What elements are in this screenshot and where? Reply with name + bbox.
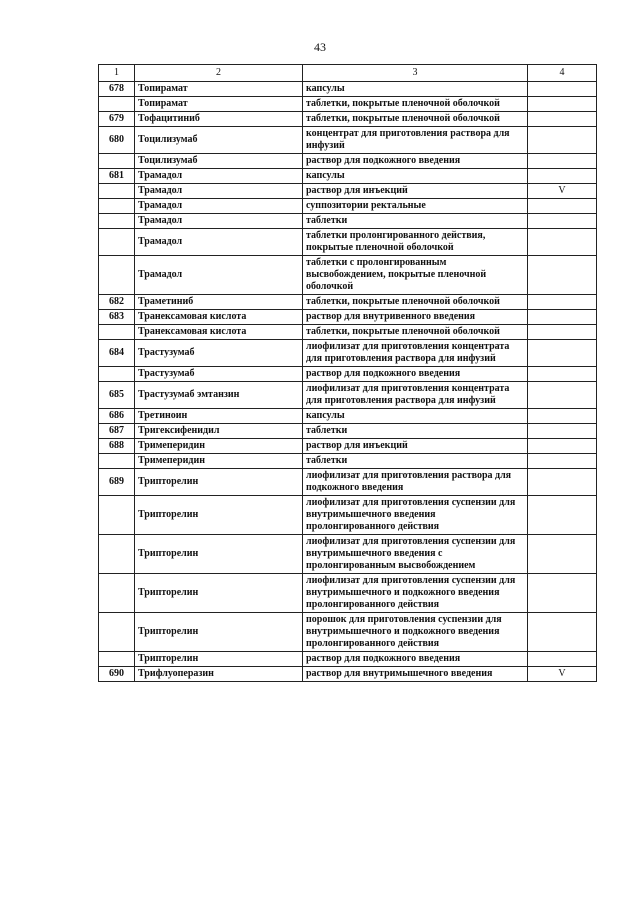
table-row	[99, 214, 597, 229]
mark-cell	[528, 82, 597, 97]
dosage-form-cell: таблетки, покрытые пленочной оболочкой	[303, 295, 528, 310]
entry-number-cell: 679	[99, 112, 135, 127]
mark-cell	[528, 256, 597, 295]
mark-cell	[528, 424, 597, 439]
drug-name-cell: Тримеперидин	[135, 439, 303, 454]
mark-cell	[528, 199, 597, 214]
drug-name-cell: Трамадол	[135, 256, 303, 295]
entry-number-cell	[99, 613, 135, 652]
entry-number-cell: 689	[99, 469, 135, 496]
table-row	[99, 112, 597, 127]
entry-number-cell	[99, 256, 135, 295]
entry-number-cell	[99, 184, 135, 199]
entry-number-cell	[99, 496, 135, 535]
mark-cell	[528, 214, 597, 229]
drug-name-cell: Третиноин	[135, 409, 303, 424]
entry-number-cell	[99, 367, 135, 382]
entry-number-cell	[99, 574, 135, 613]
drug-table	[98, 64, 597, 682]
drug-name-cell: Трамадол	[135, 199, 303, 214]
entry-number-cell	[99, 229, 135, 256]
table-body	[99, 82, 597, 682]
dosage-form-cell: таблетки, покрытые пленочной оболочкой	[303, 325, 528, 340]
drug-name-cell: Трифлуоперазин	[135, 667, 303, 682]
table-row	[99, 184, 597, 199]
drug-name-cell: Трастузумаб	[135, 340, 303, 367]
drug-name-cell: Транексамовая кислота	[135, 310, 303, 325]
dosage-form-cell: таблетки, покрытые пленочной оболочкой	[303, 97, 528, 112]
drug-name-cell: Транексамовая кислота	[135, 325, 303, 340]
table-row	[99, 574, 597, 613]
table-row	[99, 256, 597, 295]
mark-cell	[528, 340, 597, 367]
table-row	[99, 97, 597, 112]
mark-cell	[528, 310, 597, 325]
entry-number-cell: 685	[99, 382, 135, 409]
drug-name-cell: Топирамат	[135, 97, 303, 112]
entry-number-cell: 678	[99, 82, 135, 97]
entry-number-cell: 690	[99, 667, 135, 682]
table-row	[99, 439, 597, 454]
table-row	[99, 310, 597, 325]
drug-name-cell: Тоцилизумаб	[135, 127, 303, 154]
drug-name-cell: Трипторелин	[135, 613, 303, 652]
dosage-form-cell: капсулы	[303, 169, 528, 184]
mark-cell	[528, 295, 597, 310]
drug-name-cell: Тоцилизумаб	[135, 154, 303, 169]
table-row	[99, 652, 597, 667]
table-row	[99, 409, 597, 424]
entry-number-cell	[99, 325, 135, 340]
mark-cell	[528, 127, 597, 154]
entry-number-cell	[99, 199, 135, 214]
drug-name-cell: Трипторелин	[135, 469, 303, 496]
mark-cell	[528, 154, 597, 169]
dosage-form-cell: таблетки	[303, 214, 528, 229]
drug-name-cell: Тригексифенидил	[135, 424, 303, 439]
mark-cell	[528, 382, 597, 409]
drug-name-cell: Трамадол	[135, 214, 303, 229]
table-row	[99, 454, 597, 469]
mark-cell	[528, 574, 597, 613]
mark-cell	[528, 535, 597, 574]
page-number: 43	[314, 40, 326, 54]
dosage-form-cell: лиофилизат для приготовления раствора для подкожного введения	[303, 469, 528, 496]
table-row	[99, 169, 597, 184]
mark-cell	[528, 454, 597, 469]
entry-number-cell: 682	[99, 295, 135, 310]
table-row	[99, 667, 597, 682]
dosage-form-cell: капсулы	[303, 409, 528, 424]
dosage-form-cell: раствор для внутримышечного введения	[303, 667, 528, 682]
mark-cell	[528, 367, 597, 382]
mark-cell	[528, 496, 597, 535]
mark-cell	[528, 409, 597, 424]
dosage-form-cell: раствор для подкожного введения	[303, 154, 528, 169]
entry-number-cell	[99, 535, 135, 574]
table-row	[99, 469, 597, 496]
drug-name-cell: Топирамат	[135, 82, 303, 97]
table-row	[99, 535, 597, 574]
table-row	[99, 325, 597, 340]
dosage-form-cell: таблетки пролонгированного действия, покрытые пленочной оболочкой	[303, 229, 528, 256]
table-row	[99, 496, 597, 535]
entry-number-cell: 680	[99, 127, 135, 154]
mark-cell: V	[528, 184, 597, 199]
dosage-form-cell: таблетки	[303, 454, 528, 469]
dosage-form-cell: раствор для внутривенного введения	[303, 310, 528, 325]
dosage-form-cell: лиофилизат для приготовления суспензии для внутримышечного и подкожного введения пролонгированного действия	[303, 574, 528, 613]
drug-name-cell: Трипторелин	[135, 535, 303, 574]
table-row	[99, 295, 597, 310]
entry-number-cell: 684	[99, 340, 135, 367]
dosage-form-cell: концентрат для приготовления раствора для инфузий	[303, 127, 528, 154]
dosage-form-cell: лиофилизат для приготовления концентрата для приготовления раствора для инфузий	[303, 382, 528, 409]
mark-cell	[528, 97, 597, 112]
table-row	[99, 367, 597, 382]
mark-cell	[528, 325, 597, 340]
mark-cell	[528, 652, 597, 667]
table-header-row	[99, 65, 597, 82]
dosage-form-cell: раствор для инъекций	[303, 439, 528, 454]
entry-number-cell	[99, 652, 135, 667]
drug-name-cell: Трастузумаб	[135, 367, 303, 382]
table-row	[99, 229, 597, 256]
entry-number-cell	[99, 214, 135, 229]
drug-name-cell: Трипторелин	[135, 496, 303, 535]
table-row	[99, 127, 597, 154]
mark-cell	[528, 112, 597, 127]
table-row	[99, 424, 597, 439]
dosage-form-cell: таблетки	[303, 424, 528, 439]
dosage-form-cell: раствор для подкожного введения	[303, 367, 528, 382]
dosage-form-cell: капсулы	[303, 82, 528, 97]
entry-number-cell: 687	[99, 424, 135, 439]
mark-cell: V	[528, 667, 597, 682]
drug-name-cell: Тофацитиниб	[135, 112, 303, 127]
header-cell-2: 2	[135, 65, 303, 82]
table-row	[99, 82, 597, 97]
drug-name-cell: Траметиниб	[135, 295, 303, 310]
dosage-form-cell: лиофилизат для приготовления концентрата для приготовления раствора для инфузий	[303, 340, 528, 367]
dosage-form-cell: раствор для инъекций	[303, 184, 528, 199]
mark-cell	[528, 229, 597, 256]
table-row	[99, 154, 597, 169]
entry-number-cell: 681	[99, 169, 135, 184]
header-cell-1: 1	[99, 65, 135, 82]
table-row	[99, 382, 597, 409]
entry-number-cell: 683	[99, 310, 135, 325]
dosage-form-cell: лиофилизат для приготовления суспензии для внутримышечного введения пролонгированного действия	[303, 496, 528, 535]
drug-name-cell: Трамадол	[135, 169, 303, 184]
drug-name-cell: Трамадол	[135, 184, 303, 199]
dosage-form-cell: таблетки, покрытые пленочной оболочкой	[303, 112, 528, 127]
mark-cell	[528, 469, 597, 496]
entry-number-cell: 688	[99, 439, 135, 454]
table-row	[99, 340, 597, 367]
drug-name-cell: Трипторелин	[135, 574, 303, 613]
table-row	[99, 199, 597, 214]
drug-name-cell: Трастузумаб эмтанзин	[135, 382, 303, 409]
mark-cell	[528, 169, 597, 184]
drug-name-cell: Трипторелин	[135, 652, 303, 667]
drug-name-cell: Тримеперидин	[135, 454, 303, 469]
drug-name-cell: Трамадол	[135, 229, 303, 256]
header-cell-4: 4	[528, 65, 597, 82]
dosage-form-cell: таблетки с пролонгированным высвобождением, покрытые пленочной оболочкой	[303, 256, 528, 295]
dosage-form-cell: лиофилизат для приготовления суспензии для внутримышечного введения с пролонгированным высвобождением	[303, 535, 528, 574]
mark-cell	[528, 439, 597, 454]
entry-number-cell: 686	[99, 409, 135, 424]
dosage-form-cell: раствор для подкожного введения	[303, 652, 528, 667]
table-row	[99, 613, 597, 652]
entry-number-cell	[99, 454, 135, 469]
mark-cell	[528, 613, 597, 652]
header-cell-3: 3	[303, 65, 528, 82]
entry-number-cell	[99, 97, 135, 112]
entry-number-cell	[99, 154, 135, 169]
dosage-form-cell: порошок для приготовления суспензии для внутримышечного и подкожного введения пролонгированного действия	[303, 613, 528, 652]
dosage-form-cell: суппозитории ректальные	[303, 199, 528, 214]
